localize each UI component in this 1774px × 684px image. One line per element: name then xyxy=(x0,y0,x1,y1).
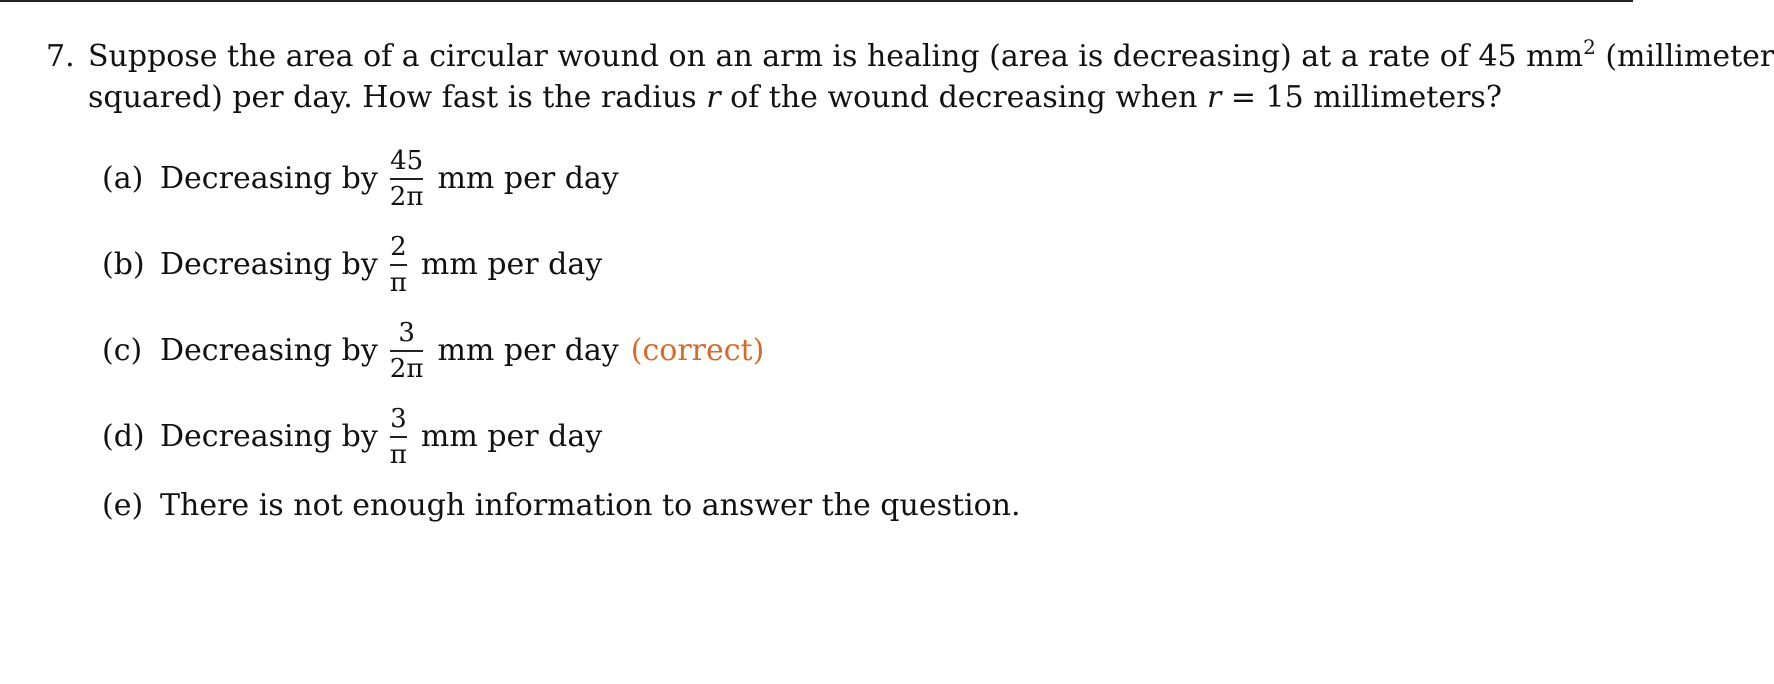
fraction-numerator: 3 xyxy=(398,318,415,349)
choice-content xyxy=(160,484,1021,528)
correct-answer-tag: (correct) xyxy=(630,333,765,368)
problem-text-2b: of the wound decreasing when xyxy=(720,80,1207,115)
choice-letter: (a) xyxy=(102,161,144,196)
fraction-denominator: 2π xyxy=(389,181,424,212)
choice-content xyxy=(160,404,603,470)
variable-r: r xyxy=(706,80,721,115)
problem-text-1b: (millimeter xyxy=(1595,39,1774,74)
choice-text: There is not enough information to answer the question. xyxy=(160,488,1021,523)
fraction xyxy=(390,318,424,384)
choice-letter: (e) xyxy=(102,488,144,523)
choice-letter: (c) xyxy=(102,333,143,368)
top-rule xyxy=(0,0,1633,2)
choice-prefix: Decreasing by xyxy=(160,333,378,368)
problem-line-1 xyxy=(88,35,1774,77)
fraction-numerator: 2 xyxy=(390,232,407,263)
problem-text-2a: squared) per day. How fast is the radius xyxy=(88,80,707,115)
fraction-bar xyxy=(390,350,424,352)
fraction-denominator: π xyxy=(389,439,407,470)
problem-number: 7. xyxy=(46,39,75,74)
choice-suffix: mm per day xyxy=(437,333,619,368)
fraction-denominator: π xyxy=(389,267,407,298)
problem-line-2 xyxy=(88,77,1648,118)
fraction xyxy=(390,146,424,212)
choice-content xyxy=(160,146,619,212)
choice-letter: (b) xyxy=(102,247,145,282)
fraction-numerator: 45 xyxy=(390,146,424,177)
choice-suffix: mm per day xyxy=(420,419,603,454)
problem-statement xyxy=(88,35,1774,118)
choice-suffix: mm per day xyxy=(420,247,603,282)
choice-content xyxy=(160,318,765,384)
choice-content xyxy=(160,232,603,298)
fraction-bar xyxy=(390,436,407,438)
variable-r: r xyxy=(1206,80,1222,115)
fraction-numerator: 3 xyxy=(390,404,407,435)
choice-letter: (d) xyxy=(102,419,145,454)
fraction-denominator: 2π xyxy=(389,353,424,384)
exponent: 2 xyxy=(1583,35,1596,59)
problem-text-2c: = 15 millimeters? xyxy=(1221,80,1502,115)
problem-text-1a: Suppose the area of a circular wound on an arm is healing (area is decreasing) at a rate of 45 mm xyxy=(88,39,1584,74)
fraction-bar xyxy=(390,264,407,266)
choice-prefix: Decreasing by xyxy=(160,161,378,196)
fraction xyxy=(390,404,407,470)
choice-prefix: Decreasing by xyxy=(160,419,378,454)
fraction xyxy=(390,232,407,298)
choice-prefix: Decreasing by xyxy=(160,247,378,282)
fraction-bar xyxy=(390,178,424,180)
choice-suffix: mm per day xyxy=(437,161,619,196)
